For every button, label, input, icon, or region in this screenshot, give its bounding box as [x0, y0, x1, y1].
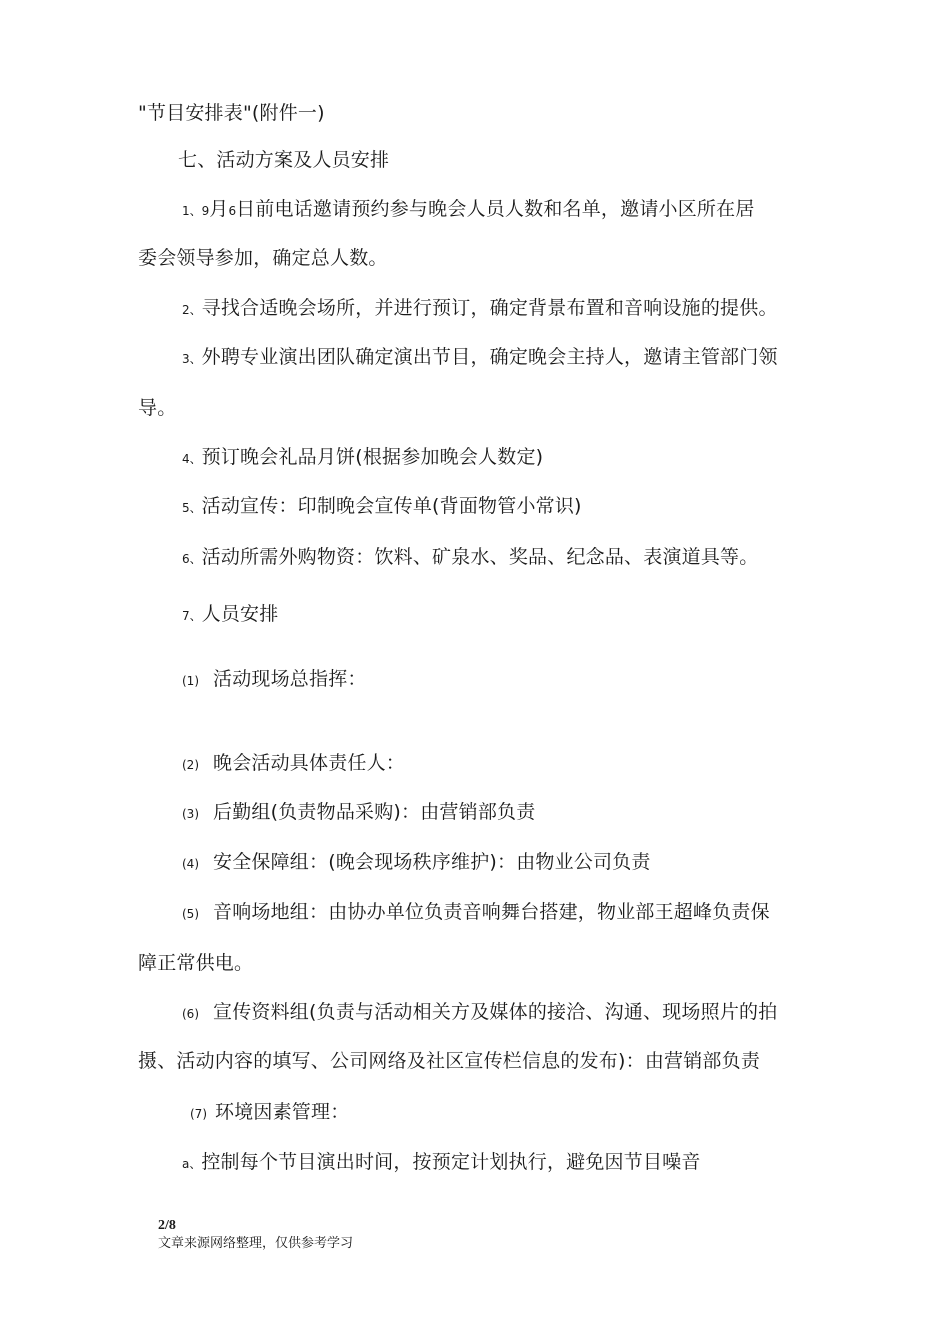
item-1-continuation-text: 委会领导参加，确定总人数。 [138, 247, 388, 269]
subitem-6-text: 宣传资料组(负责与活动相关方及媒体的接洽、沟通、现场照片的拍 [213, 1001, 778, 1023]
item-1-text: 日前电话邀请预约参与晚会人员人数和名单，邀请小区所在居 [236, 198, 755, 220]
item-2-number: 2、 [182, 303, 202, 317]
subitem-1-text: 活动现场总指挥： [213, 668, 367, 690]
subitem-4-text: 安全保障组：(晚会现场秩序维护)：由物业公司负责 [213, 851, 651, 873]
source-note: 文章来源网络整理，仅供参考学习 [158, 1236, 354, 1251]
item-5-number: 5、 [182, 501, 202, 515]
subitem-4-number: (4) [182, 857, 199, 871]
item-2-text: 寻找合适晚会场所，并进行预订，确定背景布置和音响设施的提供。 [201, 297, 778, 319]
subitem-4 [182, 850, 651, 876]
subitem-6-number: (6) [182, 1007, 199, 1021]
subitem-2-number: (2) [182, 758, 199, 772]
item-4-number: 4、 [182, 452, 202, 466]
item-3-continuation [138, 396, 176, 420]
subitem-3 [182, 800, 535, 826]
item-1-day-value: 6 [228, 204, 237, 218]
item-3 [182, 345, 778, 371]
subitem-3-number: (3) [182, 807, 199, 821]
subitem-1 [182, 667, 367, 693]
subitem-3-text: 后勤组(负责物品采购)：由营销部负责 [213, 801, 536, 823]
subitem-7-number: (7) [190, 1107, 207, 1121]
item-6-number: 6、 [182, 552, 202, 566]
subitem-a-label: a、 [182, 1157, 202, 1171]
item-1-month-value: 9 [201, 204, 210, 218]
page-number: 2/8 [158, 1218, 176, 1233]
subitem-6 [182, 1000, 777, 1026]
item-7-text: 人员安排 [201, 603, 279, 625]
item-6 [182, 545, 758, 571]
item-1-continuation [138, 246, 388, 270]
item-1-number: 1、 [182, 204, 202, 218]
item-4 [182, 445, 543, 471]
subitem-6-continuation-text: 摄、活动内容的填写、公司网络及社区宣传栏信息的发布)：由营销部负责 [138, 1050, 761, 1072]
attachment-title-text: "节目安排表"(附件一) [138, 102, 325, 124]
subitem-1-number: (1) [182, 674, 199, 688]
subitem-5-number: (5) [182, 907, 199, 921]
subitem-5-text: 音响场地组：由协办单位负责音响舞台搭建，物业部王超峰负责保 [213, 901, 770, 923]
subitem-7-text: 环境因素管理： [215, 1101, 350, 1123]
subitem-a [182, 1150, 701, 1176]
item-7 [182, 602, 278, 628]
subitem-2 [182, 751, 405, 777]
subitem-a-text: 控制每个节目演出时间，按预定计划执行，避免因节目噪音 [201, 1151, 701, 1173]
section-heading [178, 148, 389, 172]
item-3-continuation-text: 导。 [138, 397, 177, 419]
item-4-text: 预订晚会礼品月饼(根据参加晚会人数定) [201, 446, 544, 468]
subitem-2-text: 晚会活动具体责任人： [213, 752, 406, 774]
item-3-text: 外聘专业演出团队确定演出节目，确定晚会主持人，邀请主管部门领 [201, 346, 778, 368]
item-5 [182, 494, 582, 520]
item-5-text: 活动宣传：印制晚会宣传单(背面物管小常识) [201, 495, 582, 517]
subitem-5-continuation-text: 障正常供电。 [138, 952, 254, 974]
subitem-5-continuation [138, 951, 253, 975]
subitem-7 [190, 1100, 349, 1126]
item-2 [182, 296, 778, 322]
attachment-title [138, 101, 325, 125]
item-7-number: 7、 [182, 609, 202, 623]
item-1 [182, 197, 755, 223]
section-heading-text: 七、活动方案及人员安排 [178, 149, 390, 171]
item-3-number: 3、 [182, 352, 202, 366]
item-6-text: 活动所需外购物资：饮料、矿泉水、奖品、纪念品、表演道具等。 [201, 546, 759, 568]
subitem-6-continuation [138, 1049, 760, 1073]
subitem-5 [182, 900, 770, 926]
item-1-month-unit: 月 [209, 198, 229, 220]
